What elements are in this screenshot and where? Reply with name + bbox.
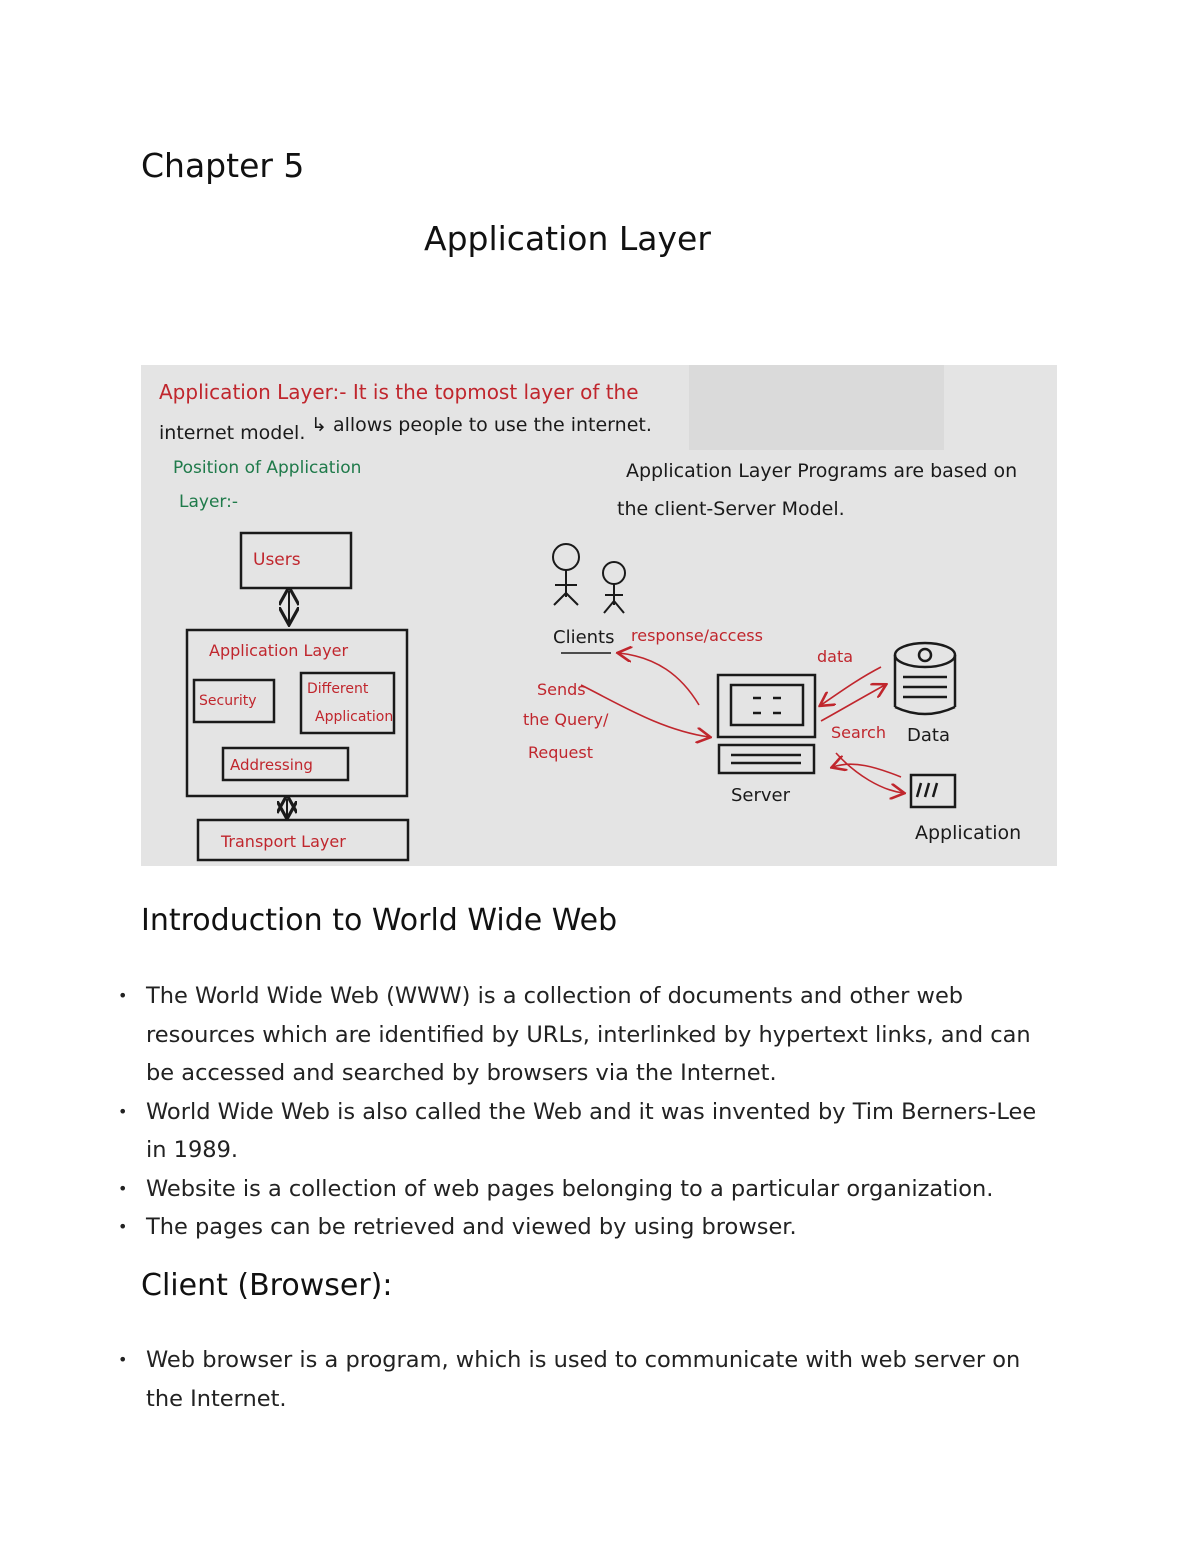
definition-note: ↳ allows people to use the internet.: [311, 414, 652, 436]
definition-line-1: Application Layer:- It is the topmost layer of the: [159, 380, 639, 404]
transport-layer-label: Transport Layer: [221, 832, 346, 851]
bullet-text: The World Wide Web (WWW) is a collection of documents and other web resources which are identified by URLs, interlinked by hypertext links, and can be accessed and searched by browsers via the Internet.: [146, 983, 1031, 1086]
chapter-heading: Chapter 5: [141, 146, 305, 185]
clients-label: Clients: [553, 627, 615, 648]
security-label: Security: [199, 693, 257, 709]
programs-line-1: Application Layer Programs are based on: [626, 460, 1018, 482]
client-browser-heading: Client (Browser):: [141, 1268, 393, 1303]
data-label: Data: [907, 725, 950, 746]
application-layer-label: Application Layer: [209, 641, 349, 660]
bullet-glyph: •: [118, 1178, 128, 1198]
different-label-1: Different: [307, 681, 369, 697]
definition-line-2: internet model.: [159, 422, 306, 444]
bullet-glyph: •: [118, 1217, 128, 1236]
addressing-label: Addressing: [230, 756, 313, 774]
bullet-text: Website is a collection of web pages belonging to a particular organization.: [146, 1175, 994, 1202]
programs-line-2: the client-Server Model.: [617, 498, 845, 520]
search-label: Search: [831, 723, 886, 742]
server-label: Server: [731, 785, 791, 806]
client-bullet-list: [118, 1341, 1058, 1418]
bullet-glyph: •: [118, 1350, 128, 1369]
www-heading: Introduction to World Wide Web: [141, 903, 618, 938]
sends-label-2: the Query/: [523, 710, 609, 729]
position-heading-2: Layer:-: [179, 492, 238, 512]
list-item: [118, 1341, 1058, 1418]
bullet-text: Web browser is a program, which is used to communicate with web server on the Internet.: [146, 1347, 1021, 1412]
bullet-text: The pages can be retrieved and viewed by using browser.: [146, 1214, 797, 1240]
sends-label-1: Sends: [537, 680, 586, 699]
application-layer-whiteboard-figure: [141, 365, 1057, 866]
response-label: response/access: [631, 626, 763, 645]
bullet-glyph: •: [118, 986, 128, 1005]
list-item: [118, 1093, 1058, 1170]
position-heading-1: Position of Application: [173, 458, 362, 478]
list-item: [118, 977, 1058, 1093]
application-label: Application: [915, 822, 1022, 844]
page-title: Application Layer: [424, 219, 711, 258]
data-arrow-label: data: [817, 647, 854, 666]
different-label-2: Application: [315, 709, 394, 725]
list-item: [118, 1170, 1058, 1209]
www-bullet-list: [118, 977, 1058, 1247]
bullet-text: World Wide Web is also called the Web and it was invented by Tim Berners-Lee in 1989.: [146, 1098, 1037, 1163]
list-item: [118, 1208, 1058, 1247]
users-label: Users: [253, 550, 301, 570]
bullet-glyph: •: [118, 1101, 128, 1121]
sends-label-3: Request: [528, 743, 593, 762]
